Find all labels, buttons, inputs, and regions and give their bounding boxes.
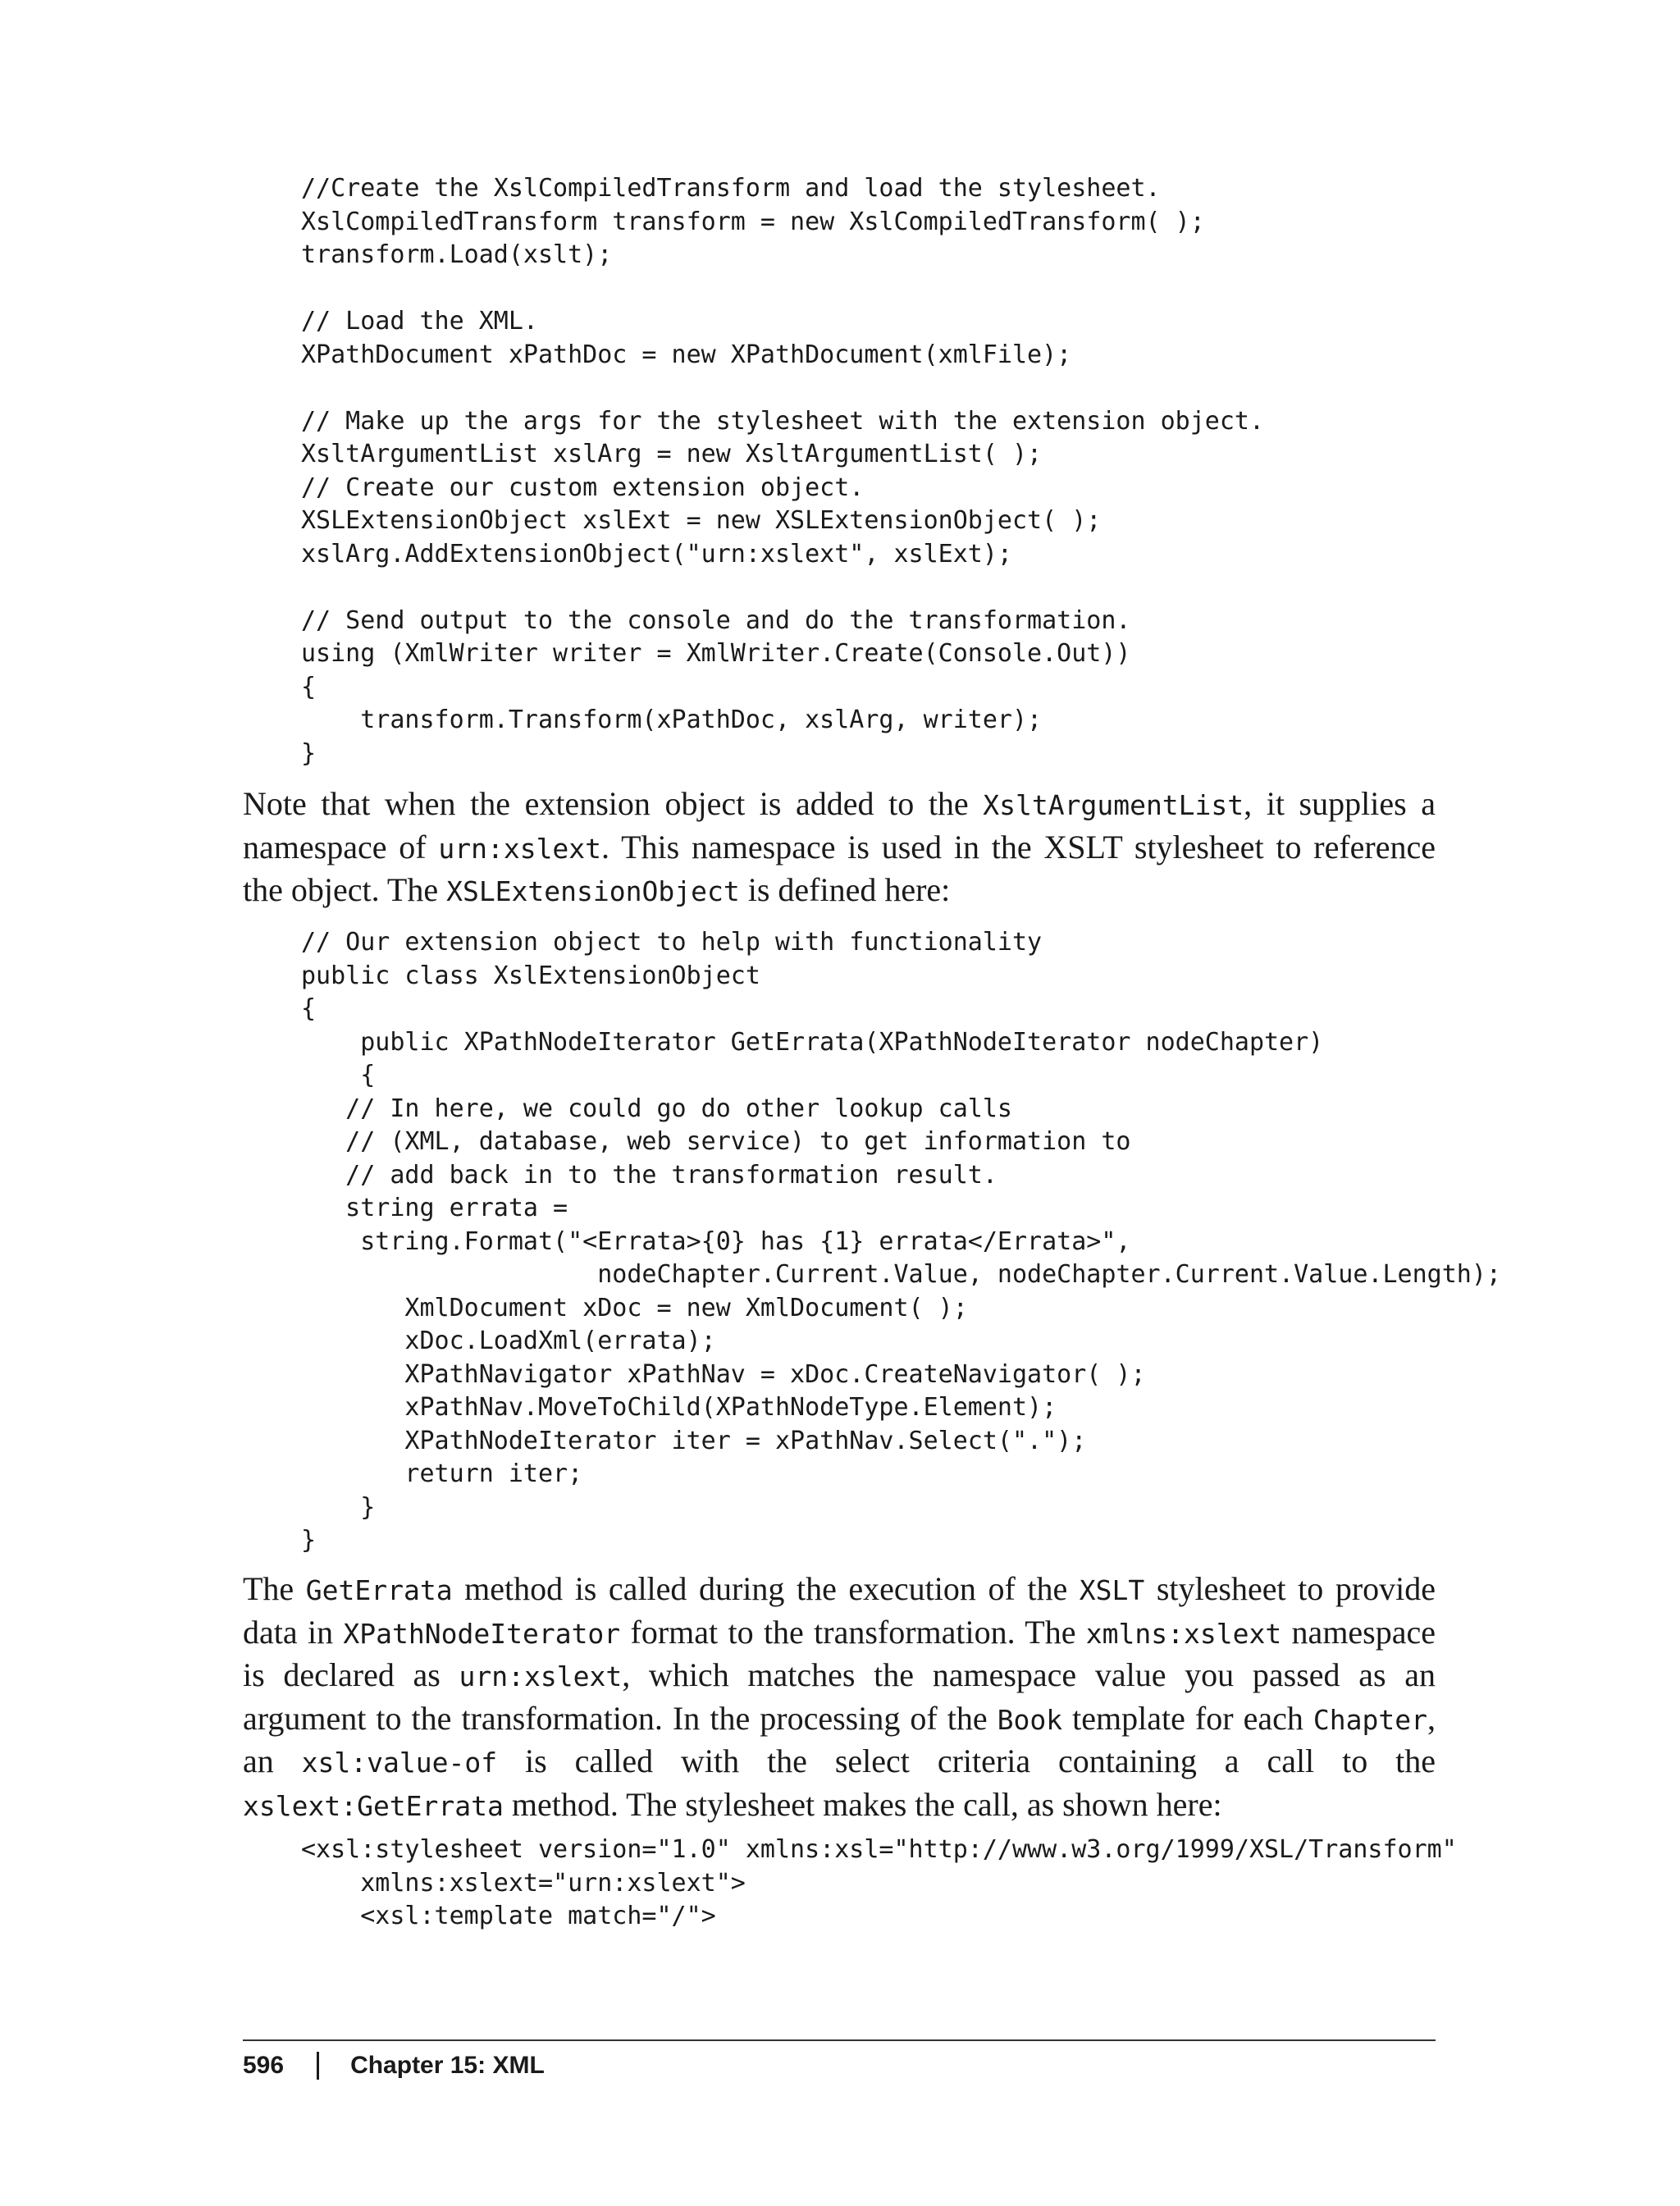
text-run: stylesheet to provide data in <box>243 1570 1436 1651</box>
code-line: transform.Load(xslt); <box>301 240 613 269</box>
code-line: // Our extension object to help with functionality <box>301 928 1043 957</box>
code-line: // Load the XML. <box>301 307 538 336</box>
code-line: nodeChapter.Current.Value, nodeChapter.Current.Value.Length); <box>301 1260 1501 1289</box>
text-run: , it supplies a namespace of <box>243 785 1436 866</box>
footer-separator <box>317 2052 319 2080</box>
code-line <box>301 571 1264 605</box>
code-block <box>301 1834 1457 1934</box>
inline-code: XPathNodeIterator <box>343 1617 621 1650</box>
code-line: XslCompiledTransform transform = new XslCompiledTransform( ); <box>301 207 1205 236</box>
text-run: Note that when the extension object is added to the <box>243 785 984 822</box>
text-run: , which matches the namespace value you passed as an argument to the transformation. In the processing of the <box>243 1656 1436 1737</box>
code-line: xPathNav.MoveToChild(XPathNodeType.Element); <box>301 1393 1057 1422</box>
text-run: method. The stylesheet makes the call, as shown here: <box>503 1785 1222 1823</box>
text-run: template for each <box>1062 1699 1313 1737</box>
code-line: <xsl:stylesheet version="1.0" xmlns:xsl="http://www.w3.org/1999/XSL/Transform" <box>301 1835 1457 1864</box>
inline-code: XsltArgumentList <box>983 789 1244 821</box>
code-line: // In here, we could go do other lookup calls <box>301 1094 1012 1123</box>
code-line: xslArg.AddExtensionObject("urn:xslext", xslExt); <box>301 539 1012 569</box>
code-line: string.Format("<Errata>{0} has {1} errata</Errata>", <box>301 1226 1131 1256</box>
text-run: is defined here: <box>739 871 951 908</box>
footer-divider <box>243 2039 1436 2041</box>
code-line: // add back in to the transformation result. <box>301 1160 998 1190</box>
code-line: return iter; <box>301 1459 583 1488</box>
code-line: } <box>301 738 317 768</box>
inline-code: XSLExtensionObject <box>446 875 740 907</box>
text-run: . This namespace is used in the XSLT stylesheet to reference the object. The <box>243 828 1436 908</box>
code-line: } <box>301 1492 376 1522</box>
code-line: xDoc.LoadXml(errata); <box>301 1327 716 1355</box>
text-run: is called with the select criteria containing a call to the <box>497 1742 1436 1779</box>
code-line: { <box>301 672 317 701</box>
inline-code: GetErrata <box>305 1574 453 1606</box>
code-line: //Create the XslCompiledTransform and load the stylesheet. <box>301 174 1161 203</box>
page-number: 596 <box>243 2052 285 2079</box>
code-line: public class XslExtensionObject <box>301 961 760 990</box>
code-line: string errata = <box>301 1194 568 1222</box>
text-run: namespace is declared as <box>243 1613 1436 1693</box>
code-line <box>301 372 1264 405</box>
body-paragraph <box>243 783 1436 913</box>
code-line: } <box>301 1526 317 1555</box>
code-line: using (XmlWriter writer = XmlWriter.Create(Console.Out)) <box>301 639 1131 668</box>
text-run: , an <box>243 1699 1436 1779</box>
code-line: { <box>301 994 317 1023</box>
code-line: <xsl:template match="/"> <box>301 1902 716 1930</box>
inline-code: XSLT <box>1079 1574 1145 1606</box>
code-line: public XPathNodeIterator GetErrata(XPathNodeIterator nodeChapter) <box>301 1027 1324 1057</box>
code-line: { <box>301 1061 376 1089</box>
inline-code: urn:xslext <box>438 832 602 865</box>
inline-code: Chapter <box>1312 1703 1427 1736</box>
code-line: XsltArgumentList xslArg = new XsltArgumentList( ); <box>301 440 1043 468</box>
code-line: // (XML, database, web service) to get information to <box>301 1127 1131 1156</box>
code-line: XPathNavigator xPathNav = xDoc.CreateNavigator( ); <box>301 1359 1146 1389</box>
code-line: XPathNodeIterator iter = xPathNav.Select("."); <box>301 1426 1087 1455</box>
text-run: method is called during the execution of the <box>452 1570 1080 1607</box>
inline-code: Book <box>997 1703 1063 1736</box>
inline-code: urn:xslext <box>459 1660 623 1692</box>
code-line: xmlns:xslext="urn:xslext"> <box>301 1868 746 1898</box>
code-line: // Make up the args for the stylesheet with the extension object. <box>301 406 1264 436</box>
inline-code: xmlns:xslext <box>1085 1617 1282 1650</box>
code-block <box>301 172 1264 770</box>
code-block <box>301 926 1501 1558</box>
code-line <box>301 272 1264 306</box>
inline-code: xslext:GetErrata <box>243 1789 504 1822</box>
code-line: XSLExtensionObject xslExt = new XSLExtensionObject( ); <box>301 506 1102 535</box>
page-footer <box>243 2049 545 2082</box>
code-line: XPathDocument xPathDoc = new XPathDocument(xmlFile); <box>301 340 1072 369</box>
code-line: // Send output to the console and do the transformation. <box>301 605 1131 635</box>
chapter-title: Chapter 15: XML <box>350 2052 545 2079</box>
text-run: The <box>243 1570 306 1607</box>
inline-code: xsl:value-of <box>301 1747 498 1779</box>
code-line: // Create our custom extension object. <box>301 473 865 502</box>
code-line: transform.Transform(xPathDoc, xslArg, writer); <box>301 706 1043 734</box>
body-paragraph <box>243 1569 1436 1827</box>
text-run: format to the transformation. The <box>620 1613 1086 1651</box>
code-line: XmlDocument xDoc = new XmlDocument( ); <box>301 1293 968 1322</box>
